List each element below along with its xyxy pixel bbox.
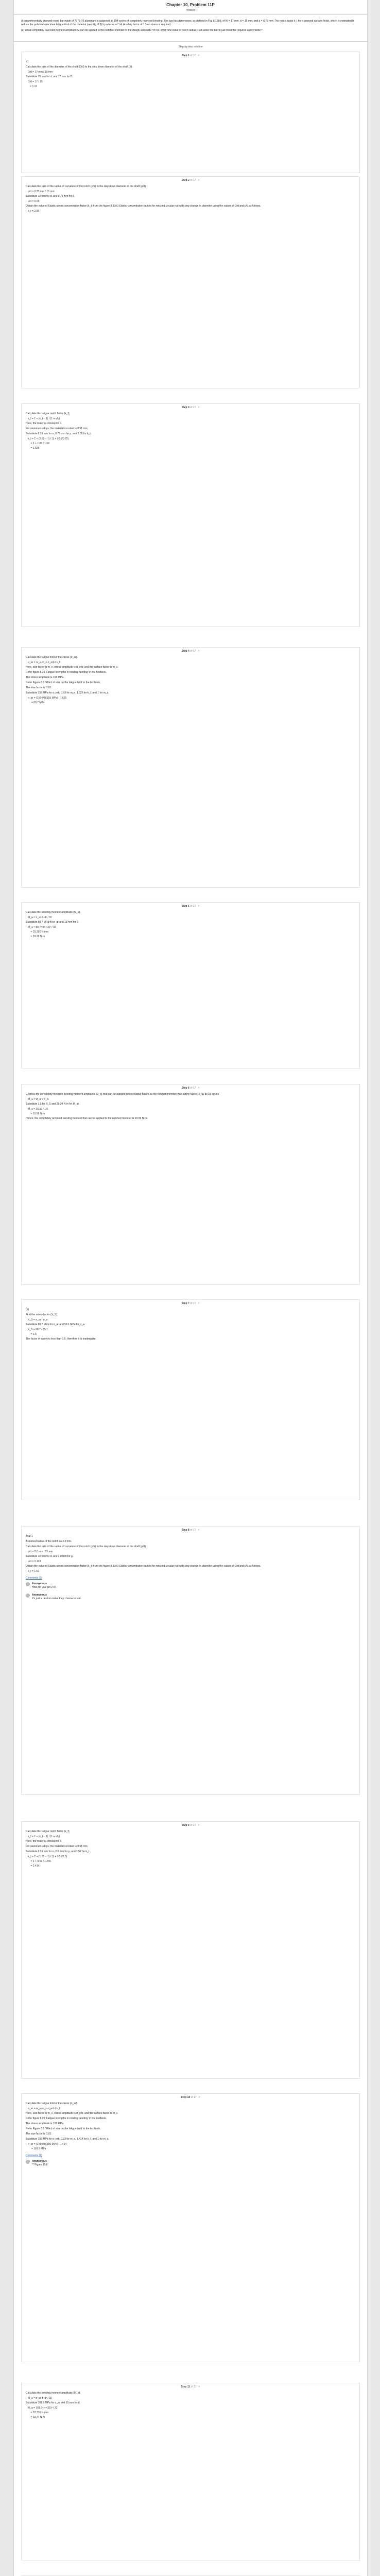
explanation-text: Calculate the ratio of the radius of curvature of the notch (ρ/d) to the step down diameter of the shaft (ρ/d). xyxy=(26,1545,147,1548)
equation: = 1.13 xyxy=(28,85,38,88)
step-card xyxy=(21,1084,360,1285)
equation: = 88.7 MPa xyxy=(28,701,45,704)
step-label: Step xyxy=(181,54,188,57)
explanation-text: Calculate the fatigue limit of the stress (σ_ar). xyxy=(26,2102,78,2105)
explanation-text: For aluminum alloys, the material constant is 0.51 mm xyxy=(26,427,88,430)
equation: ρ/d = 0.75 mm / 15 mm xyxy=(28,190,55,193)
explanation-text: Hence, the completely reversed bending moment that can be applied to the notched member is 19.59 N·m. xyxy=(26,1117,148,1120)
step-header[interactable] xyxy=(22,2096,359,2099)
equation: = 33.77 N·m xyxy=(28,2416,45,2419)
explanation-text: Calculate the ratio of the diameter of the shaft (D/d) to the step down diameter of the shaft (d). xyxy=(26,65,133,69)
equation: k_f = 1 + (k_t − 1) / (1 + α/ρ) xyxy=(28,417,60,420)
explanation-text: Here, the material constant is α. xyxy=(26,1840,62,1843)
step-number: 3 xyxy=(188,406,189,409)
step-number: 1 xyxy=(188,54,189,57)
explanation-text: The factor of safety is less than 1.5; therefore it is inadequate. xyxy=(26,1337,96,1341)
explanation-text: Substitute 15 mm for d, and 17 mm for D. xyxy=(26,75,73,78)
step-body xyxy=(26,412,355,451)
chevron-down-icon: ˅ xyxy=(198,650,200,653)
explanation-text: Calculate the bending moment amplitude (M_a). xyxy=(26,911,81,914)
explanation-text: Substitute 15 mm for d, and 2.0 mm for ρ. xyxy=(26,1555,74,1558)
equation: σ_ar = (1)(0.93)(155 MPa) / 1.625 xyxy=(28,697,67,700)
step-header[interactable] xyxy=(22,2385,359,2389)
equation: = 1 + 1.05 / 1.68 xyxy=(28,442,49,445)
explanation-text: For aluminum alloys, the material constant is 0.51 mm. xyxy=(26,1845,89,1848)
problem-statement xyxy=(21,20,356,35)
step-total: of 17 xyxy=(189,1087,196,1090)
step-total: of 17 xyxy=(189,905,196,908)
explanation-text: Substitute 88.7 MPa for σ_ar and 59.1 MPa for σ_a. xyxy=(26,1323,85,1326)
equation: = 1.414 xyxy=(28,1865,40,1868)
comment xyxy=(26,1594,355,1602)
step-card xyxy=(21,1821,360,2079)
page-title: Chapter 10, Problem 11P xyxy=(166,3,215,7)
chevron-down-icon: ˅ xyxy=(198,54,200,57)
explanation-text: Refer Figure 8.5 'Effect of size on the fatigue limit' in the textbook. xyxy=(26,681,101,684)
step-label: Step xyxy=(181,905,188,908)
equation: ρ/d = 2.0 mm / 15 mm xyxy=(28,1550,53,1553)
avatar-icon xyxy=(26,1594,30,1598)
step-card xyxy=(21,176,360,388)
explanation-text: Calculate the bending moment amplitude (M_a). xyxy=(26,2392,81,2395)
comment-text: ** Figure 10.8 xyxy=(32,2163,48,2166)
explanation-text: The size factor is 0.93. xyxy=(26,2132,52,2136)
step-header[interactable] xyxy=(22,179,359,182)
explanation-text: Substitute 101.9 MPa for σ_ar and 15 mm for d. xyxy=(26,2401,80,2404)
chevron-down-icon: ˅ xyxy=(198,1824,200,1827)
explanation-text: Obtain the value of Elastic stress concentration factor (k_t) from the figure 8.12(c) Elastic concentration factors for notched circular rod with step change in diameter using the values of D/d and ρ/d as follows. xyxy=(26,205,261,208)
step-body xyxy=(26,185,355,214)
comment-author: Anonymous xyxy=(32,1582,47,1585)
comment-text: How did you get 2.0? xyxy=(32,1586,56,1589)
step-card xyxy=(21,2383,360,2561)
equation: ρ/d = 0.05 xyxy=(28,200,40,203)
equation: M_a = M_ar / X_S xyxy=(28,1098,49,1101)
equation: = 29.39 N·m xyxy=(28,935,45,938)
step-number: 11 xyxy=(187,2385,191,2388)
equation: = 33,770 N·mm xyxy=(28,2411,49,2414)
problem-paragraph: A circumferentially grooved round bar made of 7075-T6 aluminum is subjected to 104 cycles of completely reversed bending. The bar has dimensions, as defined in Fig. 8.12(c), of W = 17 mm, d = 15 mm, and ρ = 0.75 mm. The notch factor k_t for a grooved surface finish, which is estimated to reduce the polished specimen fatigue limit of the material (see Fig. 8.8) by a factor of 1.4. A safety factor of 1.5 on stress is required. xyxy=(21,20,355,26)
step-total: of 17 xyxy=(189,54,196,57)
explanation-text: Substitute 0.51 mm for α, 2.0 mm for ρ, and 1.52 for k_t. xyxy=(26,1850,90,1853)
step-total: of 17 xyxy=(189,1824,196,1827)
step-total: of 17 xyxy=(190,2096,197,2099)
explanation-text: Trial 1 xyxy=(26,1535,33,1538)
explanation-text: Find the safety factor (X_S). xyxy=(26,1313,58,1316)
comment xyxy=(26,2160,355,2168)
equation: k_f = 1 + (k_t − 1) / (1 + α/ρ) xyxy=(28,1835,60,1838)
explanation-text: Express the completely reversed bending moment amplitude (M_a) that can be applied before fatigue failure as the notched member with safety factor (X_S) as 15 cycles. xyxy=(26,1093,220,1096)
explanation-text: Calculate the fatigue notch factor (k_f). xyxy=(26,1830,70,1833)
step-label: Step xyxy=(181,650,188,653)
comments-toggle[interactable]: Comments (1) xyxy=(26,2154,42,2157)
equation: M_a = 88.7×π×(15)³ / 32 xyxy=(28,926,56,929)
step-card xyxy=(21,52,360,173)
step-label: Step xyxy=(181,2385,187,2388)
step-total: of 17 xyxy=(189,406,196,409)
step-number: 9 xyxy=(188,1824,189,1827)
step-body xyxy=(26,656,355,706)
step-card xyxy=(21,2093,360,2362)
equation: = 29,392 N·mm xyxy=(28,930,49,934)
explanation-text: Refer figure 8.25 'Fatigue strengths in rotating bending' in the textbook. xyxy=(26,2117,107,2120)
equation: M_a = 101.9×π×(15)³ / 32 xyxy=(28,2406,58,2410)
equation: k_f = 1 + (1.52 − 1) / (1 + 0.51/2.0) xyxy=(28,1855,67,1858)
step-label: Step xyxy=(181,2096,187,2099)
step-total: of 17 xyxy=(189,1302,196,1305)
step-number: 2 xyxy=(188,179,189,182)
equation: X_S = σ_ar / σ_a xyxy=(28,1318,48,1321)
step-total: of 17 xyxy=(189,650,196,653)
chevron-down-icon: ˅ xyxy=(198,1087,200,1090)
step-total: of 17 xyxy=(190,2385,197,2388)
step-number: 8 xyxy=(188,1529,189,1532)
explanation-text: Refer Figure 8.5 'Effect of size on the fatigue limit' in the textbook. xyxy=(26,2127,101,2130)
equation: k_t = 1.52 xyxy=(28,1570,40,1573)
comment xyxy=(26,1582,355,1590)
step-card xyxy=(21,403,360,627)
step-card xyxy=(21,902,360,1069)
step-by-step-heading: Step-by-step solution xyxy=(178,45,203,48)
equation: D/d = 17 mm / 15 mm xyxy=(28,71,53,74)
step-header[interactable] xyxy=(22,1302,359,1306)
chevron-down-icon: ˅ xyxy=(198,2096,200,2099)
explanation-text: (b) xyxy=(26,1308,29,1311)
step-header[interactable] xyxy=(22,406,359,410)
explanation-text: Substitute 1.5 for X_S and 29.39 N·m for M_ar. xyxy=(26,1103,80,1106)
explanation-text: Here, size factor is m_e, stress amplitude is σ_erb, and the surface factor is m_s. xyxy=(26,2112,118,2115)
explanation-text: Here, size factor is m_e, stress amplitude is σ_erb, and the surface factor is m_s. xyxy=(26,666,118,669)
equation: M_a = σ_ar·π·d³ / 32 xyxy=(28,916,52,919)
step-body xyxy=(26,1535,355,1605)
problem-question: (a) What completely reversed moment amplitude M can be applied to this notched member in the design adequate? If not, what new value of notch radius ρ will allow the bar to just meet the required safety factor? xyxy=(21,29,263,32)
explanation-text: Calculate the fatigue notch factor (k_f). xyxy=(26,412,70,415)
step-body xyxy=(26,2102,355,2171)
equation: = 1 + 0.52 / 1.255 xyxy=(28,1860,51,1863)
chevron-down-icon: ˅ xyxy=(198,179,200,182)
explanation-text: Substitute 0.51 mm for α, 0.75 mm for ρ, and 2.05 for k_t. xyxy=(26,432,92,435)
step-number: 10 xyxy=(187,2096,191,2099)
equation: = 19.59 N·m xyxy=(28,1112,45,1115)
comment-author: Anonymous xyxy=(32,2160,47,2163)
step-header[interactable] xyxy=(22,905,359,908)
step-header[interactable] xyxy=(22,1529,359,1532)
step-header[interactable] xyxy=(22,1824,359,1827)
equation: = 1.625 xyxy=(28,447,40,450)
comment-author: Anonymous xyxy=(32,1594,47,1597)
explanation-text: Here, the material constant is α. xyxy=(26,422,62,425)
step-label: Step xyxy=(181,406,188,409)
equation: = 1.5 xyxy=(28,1333,37,1336)
step-header[interactable] xyxy=(22,1087,359,1090)
step-card xyxy=(21,1526,360,1795)
explanation-text: Calculate the ratio of the radius of curvature of the notch (ρ/d) to the step down diameter of the shaft (ρ/d). xyxy=(26,185,147,188)
equation: M_a = σ_ar·π·d³ / 32 xyxy=(28,2397,52,2400)
explanation-text: The size factor is 0.93. xyxy=(26,686,52,689)
step-header[interactable] xyxy=(22,650,359,653)
chevron-down-icon: ˅ xyxy=(198,2385,200,2388)
equation: M_a = 29.39 / 1.5 xyxy=(28,1108,48,1111)
explanation-text: Refer figure 8.25 'Fatigue strengths in rotating bending' in the textbook. xyxy=(26,671,107,674)
explanation-text: The stress amplitude is 155 MPa. xyxy=(26,2122,64,2125)
divider xyxy=(14,14,367,15)
step-body xyxy=(26,1308,355,1343)
explanation-text: #1 xyxy=(26,60,29,63)
step-label: Step xyxy=(181,1302,188,1305)
chevron-down-icon: ˅ xyxy=(198,905,200,908)
equation: σ_ar = m_e·m_s·σ_erb / k_f xyxy=(28,2107,60,2110)
solution-panel xyxy=(13,0,368,2576)
explanation-text: Obtain the value of Elastic stress concentration factor (k_t) from the figure 8.12(c) Elastic concentration factors for notched circular rod with step change in diameter using the values of D/d and ρ/d as follows. xyxy=(26,1565,261,1568)
chevron-down-icon: ˅ xyxy=(198,1302,200,1305)
step-body xyxy=(26,1830,355,1869)
explanation-text: Substitute 155 MPa for σ_erb, 0.93 for m_e, 1.414 for k_f, and 1 for m_s. xyxy=(26,2138,109,2141)
step-header[interactable] xyxy=(22,54,359,58)
step-number: 4 xyxy=(188,650,189,653)
step-body xyxy=(26,1093,355,1122)
step-label: Step xyxy=(181,1824,188,1827)
step-number: 7 xyxy=(188,1302,189,1305)
equation: = 101.9 MPa xyxy=(28,2147,46,2150)
equation: ρ/d = 0.133 xyxy=(28,1560,41,1563)
equation: σ_ar = m_e·m_s·σ_erb / k_f xyxy=(28,661,60,664)
comment-text: It's just a random value they choose to test. xyxy=(32,1597,82,1600)
equation: X_S = 88.7 / 59.1 xyxy=(28,1328,48,1331)
step-label: Step xyxy=(181,1087,188,1090)
divider xyxy=(14,41,367,42)
explanation-text: Substitute 88.7 MPa for σ_ar and 15 mm for d. xyxy=(26,921,79,924)
chevron-down-icon: ˅ xyxy=(198,1529,200,1532)
step-number: 6 xyxy=(188,1087,189,1090)
step-body xyxy=(26,2392,355,2420)
equation: σ_ar = (1)(0.93)(155 MPa) / 1.414 xyxy=(28,2143,67,2146)
step-label: Step xyxy=(181,1529,188,1532)
avatar-icon xyxy=(26,1582,30,1586)
comments-toggle[interactable]: Comments (2) xyxy=(26,1577,42,1580)
step-body xyxy=(26,60,355,90)
step-number: 5 xyxy=(188,905,189,908)
step-label: Step xyxy=(181,179,188,182)
explanation-text: The stress amplitude is 155 MPa. xyxy=(26,676,64,679)
problem-heading: Problem xyxy=(185,9,196,12)
chevron-down-icon: ˅ xyxy=(198,406,200,409)
explanation-text: Assumed radius of the notch as 2.0 mm. xyxy=(26,1540,72,1543)
step-card xyxy=(21,647,360,888)
equation: k_t = 2.05 xyxy=(28,210,40,213)
step-card xyxy=(21,1299,360,1500)
step-body xyxy=(26,911,355,940)
explanation-text: Calculate the fatigue limit of the stress (σ_ar). xyxy=(26,656,78,659)
avatar-icon xyxy=(26,2160,30,2164)
equation: D/d = 17 / 15 xyxy=(28,80,43,83)
explanation-text: Substitute 15 mm for d, and 0.75 mm for ρ. xyxy=(26,195,75,198)
explanation-text: Substitute 155 MPa for σ_erb, 0.93 for m_e, 1.625 for k_f, and 1 for m_s. xyxy=(26,691,109,694)
step-total: of 17 xyxy=(189,179,196,182)
equation: k_f = 1 + (2.05 − 1) / (1 + 0.51/0.75) xyxy=(28,437,69,440)
step-total: of 17 xyxy=(189,1529,196,1532)
